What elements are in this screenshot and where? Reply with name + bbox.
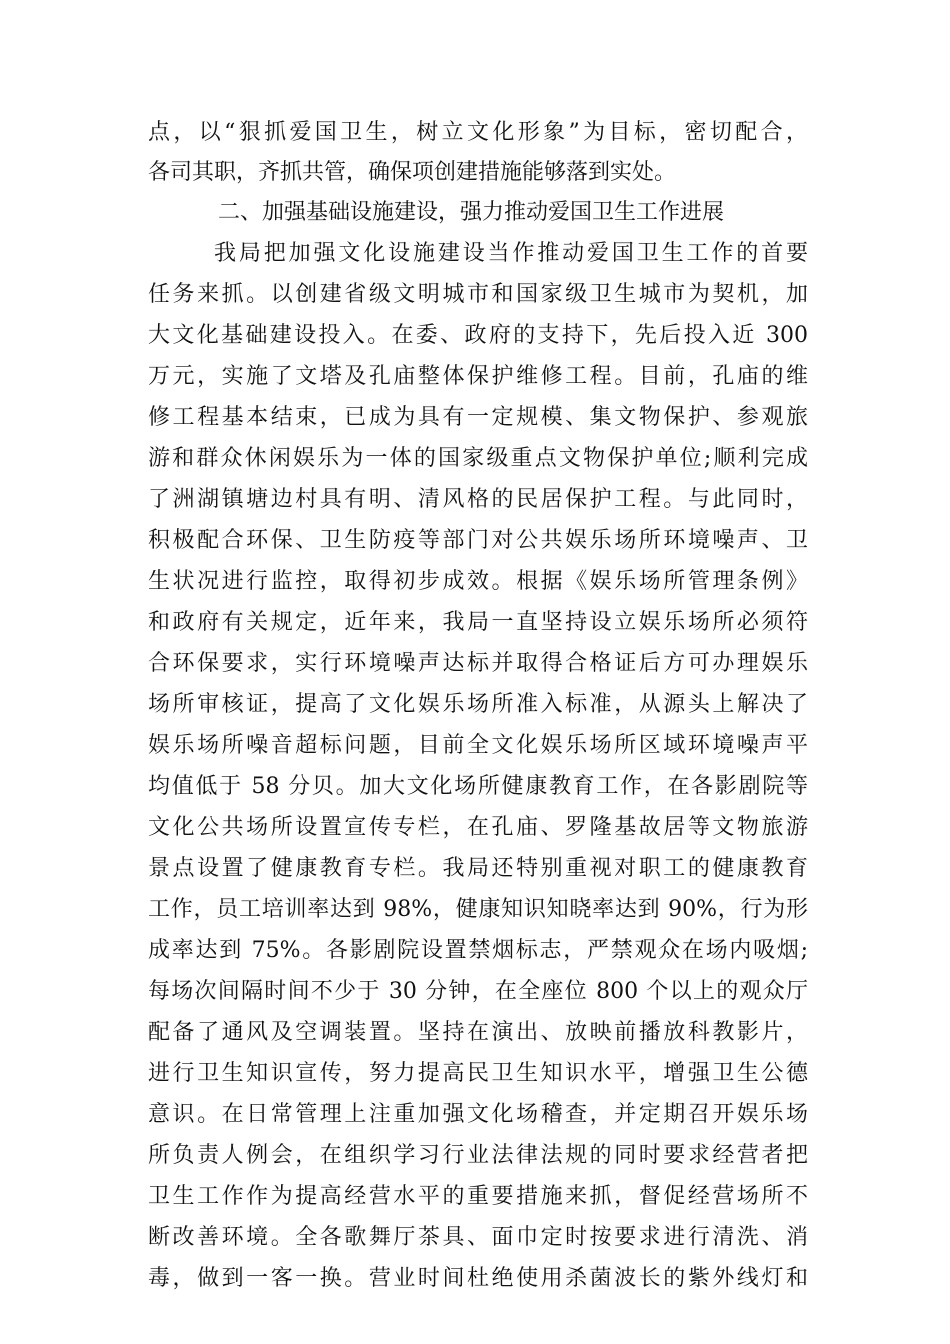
text-line: 卫生工作作为提高经营水平的重要措施来抓，督促经营场所不 bbox=[148, 1184, 808, 1209]
text-line: 大文化基础建设投入。在委、政府的支持下，先后投入近 300 bbox=[148, 323, 808, 348]
text-line: 均值低于 58 分贝。加大文化场所健康教育工作，在各影剧院等 bbox=[148, 774, 808, 799]
text-line: 每场次间隔时间不少于 30 分钟，在全座位 800 个以上的观众厅 bbox=[148, 979, 808, 1004]
text-line: 场所审核证，提高了文化娱乐场所准入标准，从源头上解决了 bbox=[148, 692, 808, 717]
text-line: 意识。在日常管理上注重加强文化场稽查，并定期召开娱乐场 bbox=[148, 1102, 808, 1127]
text-line: 积极配合环保、卫生防疫等部门对公共娱乐场所环境噪声、卫 bbox=[148, 528, 808, 553]
text-line: 成率达到 75%。各影剧院设置禁烟标志，严禁观众在场内吸烟; bbox=[148, 938, 808, 963]
text-line: 生状况进行监控，取得初步成效。根据《娱乐场所管理条例》 bbox=[148, 569, 808, 594]
text-line: 和政府有关规定，近年来，我局一直坚持设立娱乐场所必须符 bbox=[148, 610, 808, 635]
text-line: 游和群众休闲娱乐为一体的国家级重点文物保护单位;顺利完成 bbox=[148, 446, 808, 471]
text-line: 断改善环境。全各歌舞厅茶具、面巾定时按要求进行清洗、消 bbox=[148, 1225, 808, 1250]
text-line: 了洲湖镇塘边村具有明、清风格的民居保护工程。与此同时， bbox=[148, 487, 808, 512]
text-line: 所负责人例会，在组织学习行业法律法规的同时要求经营者把 bbox=[148, 1143, 808, 1168]
text-line: 修工程基本结束，已成为具有一定规模、集文物保护、参观旅 bbox=[148, 405, 808, 430]
text-line: 点，以“狠抓爱国卫生，树立文化形象”为目标，密切配合， bbox=[148, 120, 808, 145]
text-line: 娱乐场所噪音超标问题，目前全文化娱乐场所区域环境噪声平 bbox=[148, 733, 808, 758]
text-line: 景点设置了健康教育专栏。我局还特别重视对职工的健康教育 bbox=[148, 856, 808, 881]
section-heading: 二、加强基础设施建设，强力推动爱国卫生工作进展 bbox=[218, 200, 725, 225]
text-line: 合环保要求，实行环境噪声达标并取得合格证后方可办理娱乐 bbox=[148, 651, 808, 676]
text-line: 各司其职，齐抓共管，确保项创建措施能够落到实处。 bbox=[148, 160, 677, 185]
text-line: 万元，实施了文塔及孔庙整体保护维修工程。目前，孔庙的维 bbox=[148, 364, 808, 389]
text-line: 配备了通风及空调装置。坚持在演出、放映前播放科教影片， bbox=[148, 1020, 808, 1045]
text-line: 文化公共场所设置宣传专栏，在孔庙、罗隆基故居等文物旅游 bbox=[148, 815, 808, 840]
text-line: 毒，做到一客一换。营业时间杜绝使用杀菌波长的紫外线灯和 bbox=[148, 1266, 808, 1291]
text-line: 我局把加强文化设施建设当作推动爱国卫生工作的首要 bbox=[214, 241, 808, 266]
text-line: 进行卫生知识宣传，努力提高民卫生知识水平，增强卫生公德 bbox=[148, 1061, 808, 1086]
text-line: 工作，员工培训率达到 98%，健康知识知晓率达到 90%，行为形 bbox=[148, 897, 808, 922]
text-line: 任务来抓。以创建省级文明城市和国家级卫生城市为契机，加 bbox=[148, 282, 808, 307]
